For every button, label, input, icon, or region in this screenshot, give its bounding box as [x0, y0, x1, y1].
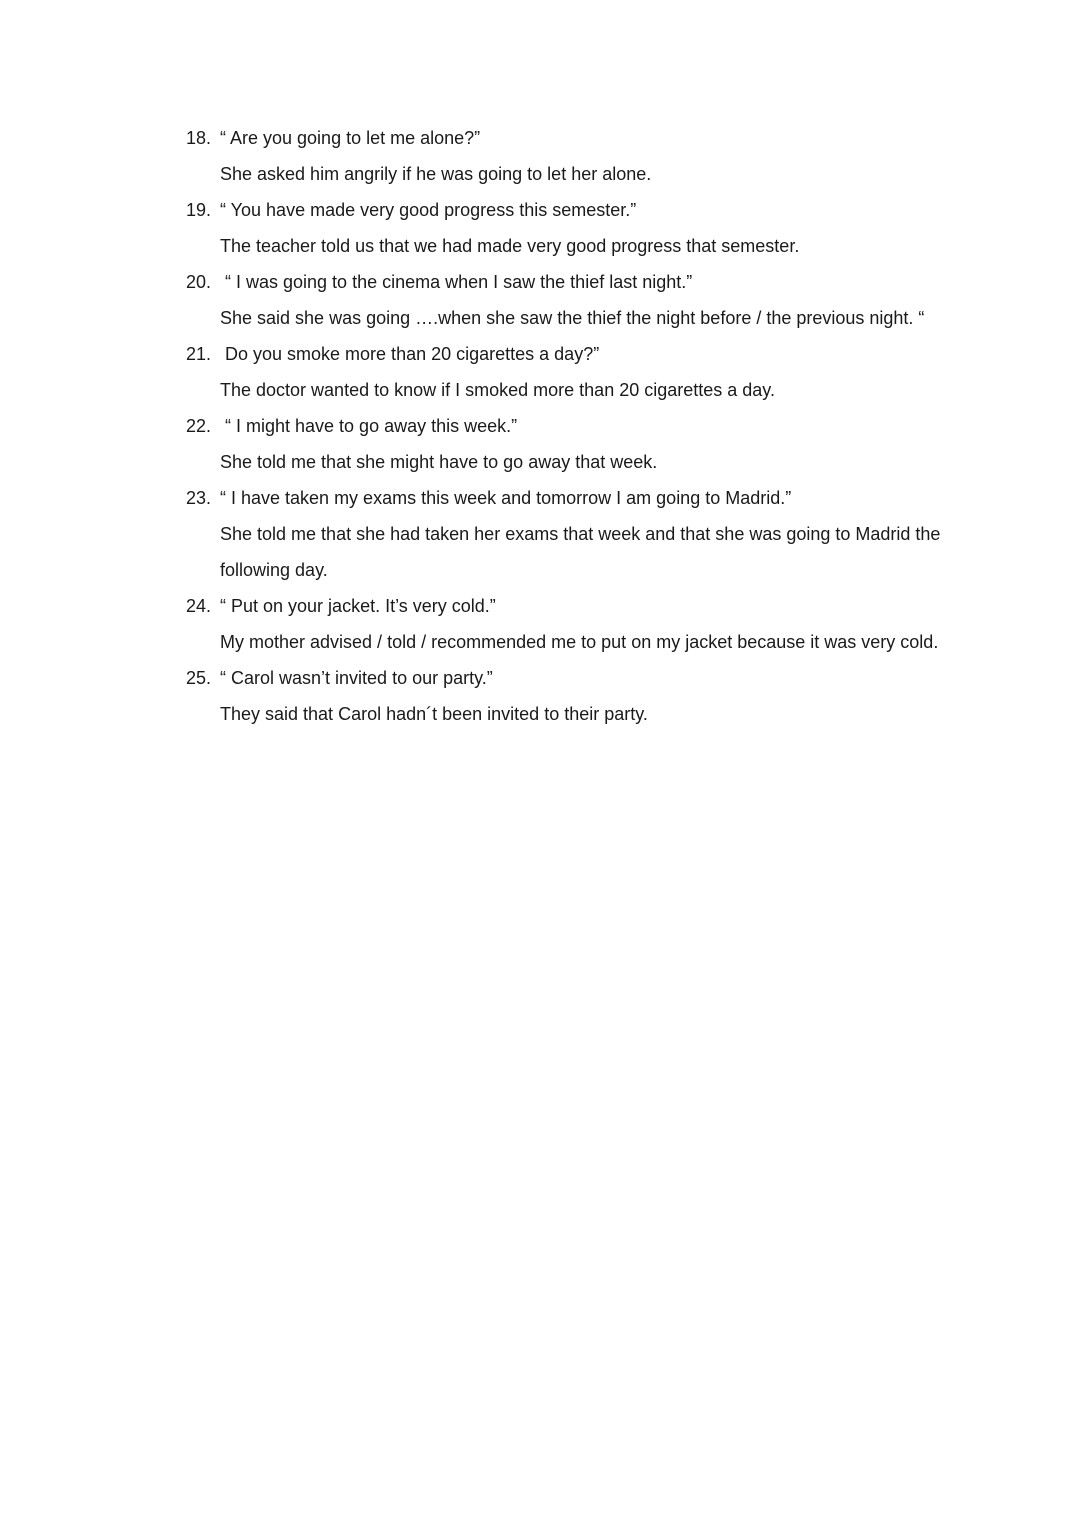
- exercise-prompt: [186, 264, 956, 300]
- reported-speech-answer: She asked him angrily if he was going to let her alone.: [220, 164, 652, 184]
- exercise-item-23: [186, 480, 956, 588]
- reported-speech-answer: She said she was going ….when she saw the thief the night before / the previous night. “: [220, 308, 925, 328]
- reported-speech-answer: The doctor wanted to know if I smoked more than 20 cigarettes a day.: [220, 380, 775, 400]
- reported-speech-answer: She told me that she might have to go away that week.: [220, 452, 658, 472]
- exercise-prompt: [186, 480, 956, 516]
- exercise-prompt: [186, 336, 956, 372]
- exercise-item-21: [186, 336, 956, 408]
- exercise-item-24: [186, 588, 956, 660]
- direct-speech-quote: Do you smoke more than 20 cigarettes a day?”: [220, 344, 600, 364]
- item-number: 19.: [186, 200, 212, 220]
- direct-speech-quote: “ I was going to the cinema when I saw the thief last night.”: [220, 272, 693, 292]
- reported-speech-answer: She told me that she had taken her exams that week and that she was going to Madrid the following day.: [220, 524, 941, 580]
- item-number: 24.: [186, 596, 212, 616]
- exercise-item-22: [186, 408, 956, 480]
- item-number: 25.: [186, 668, 212, 688]
- item-number: 18.: [186, 128, 212, 148]
- exercise-item-20: [186, 264, 956, 336]
- item-number: 23.: [186, 488, 212, 508]
- item-number: 21.: [186, 344, 212, 364]
- reported-speech-answer: My mother advised / told / recommended me to put on my jacket because it was very cold.: [220, 632, 939, 652]
- direct-speech-quote: “ Put on your jacket. It’s very cold.”: [220, 596, 496, 616]
- direct-speech-quote: “ Are you going to let me alone?”: [220, 128, 481, 148]
- reported-speech-answer: They said that Carol hadn´t been invited to their party.: [220, 704, 648, 724]
- exercise-prompt: [186, 660, 956, 696]
- exercise-item-25: [186, 660, 956, 732]
- exercise-item-18: [186, 120, 956, 192]
- exercise-list: [186, 120, 956, 732]
- direct-speech-quote: “ You have made very good progress this semester.”: [220, 200, 637, 220]
- reported-speech-answer: The teacher told us that we had made very good progress that semester.: [220, 236, 800, 256]
- direct-speech-quote: “ I might have to go away this week.”: [220, 416, 518, 436]
- item-number: 22.: [186, 416, 212, 436]
- direct-speech-quote: “ Carol wasn’t invited to our party.”: [220, 668, 493, 688]
- exercise-prompt: [186, 588, 956, 624]
- direct-speech-quote: “ I have taken my exams this week and tomorrow I am going to Madrid.”: [220, 488, 792, 508]
- exercise-prompt: [186, 408, 956, 444]
- exercise-item-19: [186, 192, 956, 264]
- exercise-prompt: [186, 192, 956, 228]
- exercise-prompt: [186, 120, 956, 156]
- item-number: 20.: [186, 272, 212, 292]
